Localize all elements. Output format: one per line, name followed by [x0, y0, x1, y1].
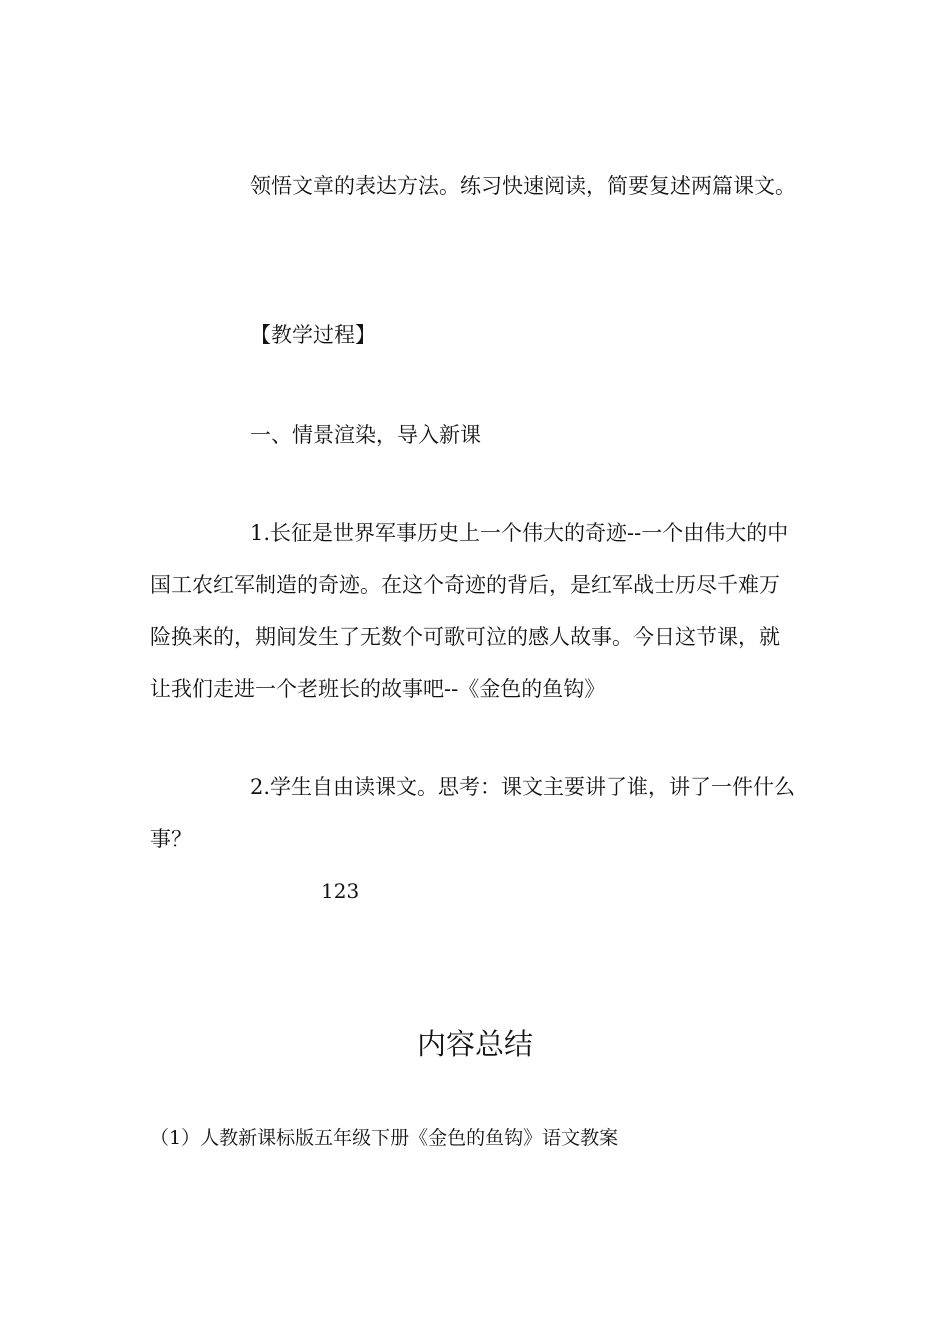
summary-title: 内容总结 — [416, 1027, 533, 1061]
paragraph-objectives: 领悟文章的表达方法。练习快速阅读，简要复述两篇课文。 — [250, 174, 796, 198]
summary-item: （1）人教新课标版五年级下册《金色的鱼钩》语文教案 — [150, 1127, 619, 1149]
section-heading-teaching-process: 【教学过程】 — [250, 323, 376, 347]
paragraph-student-reading: 2.学生自由读课文。思考：课文主要讲了谁，讲了一件什么事？ — [150, 775, 796, 851]
subsection-heading-introduction: 一、情景渲染，导入新课 — [250, 423, 481, 447]
paragraph-long-march: 1.长征是世界军事历史上一个伟大的奇迹--一个由伟大的中国工农红军制造的奇迹。在这个奇迹的背后，是红军战士历尽千难万险换来的，期间发生了无数个可歌可泣的感人故事。今日这节课，就让我们走进一个老班长的故事吧--《金色的鱼钩》 — [150, 521, 789, 701]
page-number: 123 — [321, 879, 360, 903]
